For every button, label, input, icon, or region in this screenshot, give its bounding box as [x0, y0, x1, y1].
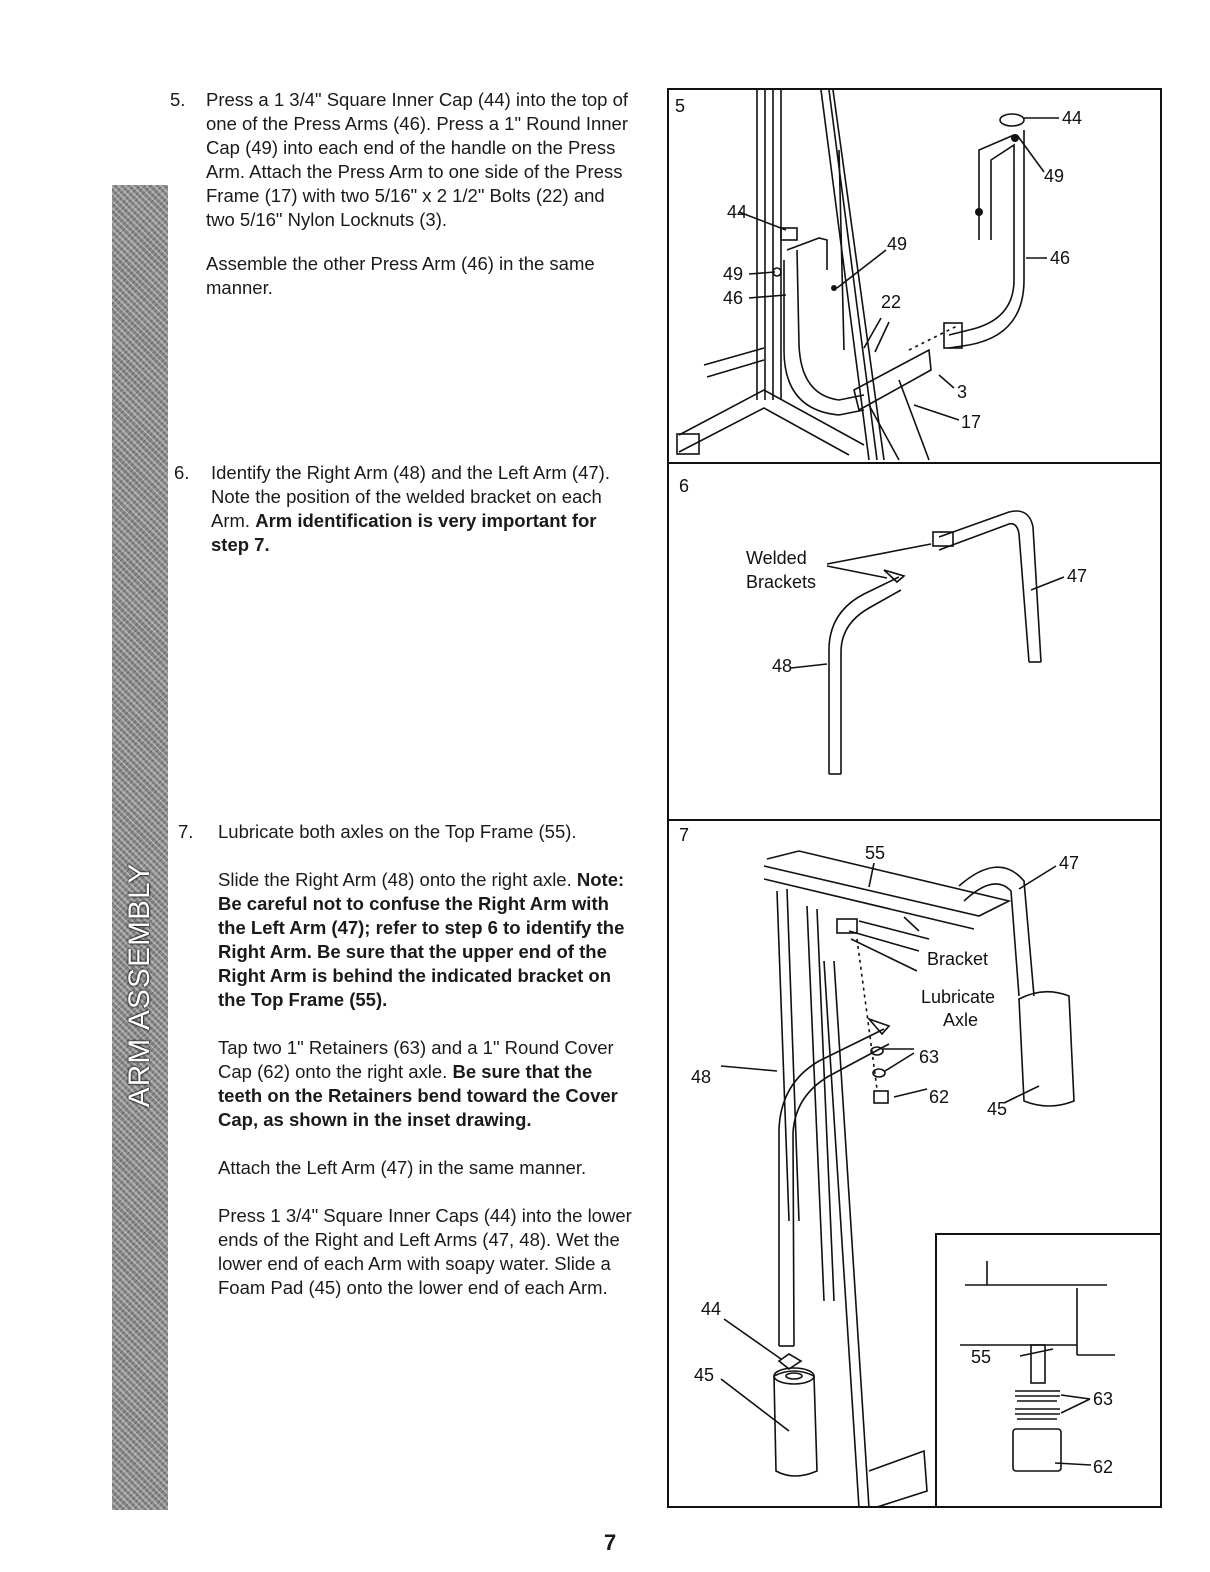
- figure-panel: [667, 88, 1162, 1508]
- figure-label: 7: [679, 825, 690, 845]
- figure-label: 6: [679, 476, 690, 496]
- step-number: 6.: [174, 462, 190, 483]
- figure-text: Bracket: [927, 949, 989, 969]
- figure-text: Welded: [746, 548, 807, 568]
- callout: 47: [1059, 853, 1080, 873]
- page-number: 7: [604, 1530, 617, 1555]
- callout: 49: [723, 264, 744, 284]
- step-text: Slide the Right Arm (48) onto the right axle.: [218, 869, 577, 890]
- callout: 63: [919, 1047, 940, 1067]
- callout: 55: [865, 843, 886, 863]
- callout: 48: [772, 656, 793, 676]
- step-text: Identify the Right Arm (48) and the Left Arm (47). Note the position of the welded bracket on each Arm.: [211, 462, 610, 531]
- callout: 44: [1062, 108, 1083, 128]
- callout: 49: [887, 234, 908, 254]
- figure-text: Axle: [943, 1010, 979, 1030]
- step-paragraph: [211, 461, 629, 557]
- step-warning: Note: Be careful not to confuse the Right Arm with the Left Arm (47); refer to step 6 to identify the Right Arm. Be sure that the upper end of the Right Arm is behind the indicated bracket on the Top Frame (55).: [218, 869, 625, 1010]
- callout: 47: [1067, 566, 1088, 586]
- figure-6: [669, 462, 1160, 819]
- callout: 55: [971, 1347, 992, 1367]
- step-5: [170, 88, 630, 316]
- step-warning: Be sure that the teeth on the Retainers bend toward the Cover Cap, as shown in the inset drawing.: [218, 1061, 618, 1130]
- step-paragraph: Assemble the other Press Arm (46) in the same manner.: [206, 253, 595, 298]
- step-number: 5.: [170, 89, 186, 110]
- callout: 49: [1044, 166, 1065, 186]
- callout: 45: [987, 1099, 1008, 1119]
- figure-5: [669, 90, 1160, 462]
- figure-text: Lubricate: [921, 987, 996, 1007]
- callout: 48: [691, 1067, 712, 1087]
- side-tab: [112, 185, 168, 1510]
- step-paragraph: [218, 1036, 633, 1132]
- step-text: Tap two 1" Retainers (63) and a 1" Round Cover Cap (62) onto the right axle.: [218, 1037, 614, 1082]
- callout: 22: [881, 292, 902, 312]
- step-number: 7.: [178, 821, 194, 842]
- callout: 46: [723, 288, 744, 308]
- callout: 44: [701, 1299, 722, 1319]
- step-warning: Arm identification is very important for step 7.: [211, 510, 597, 555]
- step-paragraph: Lubricate both axles on the Top Frame (55).: [218, 821, 577, 842]
- side-tab-label: ARM ASSEMBLY: [123, 862, 156, 1108]
- callout: 62: [1093, 1457, 1114, 1477]
- callout: 3: [957, 382, 968, 402]
- step-paragraph: [218, 868, 633, 1012]
- step-paragraph: Attach the Left Arm (47) in the same manner.: [218, 1157, 587, 1178]
- callout: 46: [1050, 248, 1071, 268]
- figure-text: Brackets: [746, 572, 817, 592]
- callout: 17: [961, 412, 982, 432]
- callout: 63: [1093, 1389, 1114, 1409]
- step-7: [178, 820, 633, 1316]
- callout: 45: [694, 1365, 715, 1385]
- step-paragraph: Press a 1 3/4" Square Inner Cap (44) into the top of one of the Press Arms (46). Press a 1" Round Inner Cap (49) into each end of the handle on the Press Arm. Attach the Press Arm to one side of the Press Frame (17) with two 5/16" x 2 1/2" Bolts (22) and two 5/16" Nylon Locknuts (3).: [206, 89, 629, 230]
- callout: 62: [929, 1087, 950, 1107]
- callout: 44: [727, 202, 748, 222]
- figure-label: 5: [675, 96, 686, 116]
- step-paragraph: Press 1 3/4" Square Inner Caps (44) into the lower ends of the Right and Left Arms (47, 48). Wet the lower end of each Arm with soapy water. Slide a Foam Pad (45) onto the lower end of each Arm.: [218, 1205, 632, 1298]
- inset-drawing: [935, 1233, 1162, 1508]
- step-6: [174, 461, 629, 573]
